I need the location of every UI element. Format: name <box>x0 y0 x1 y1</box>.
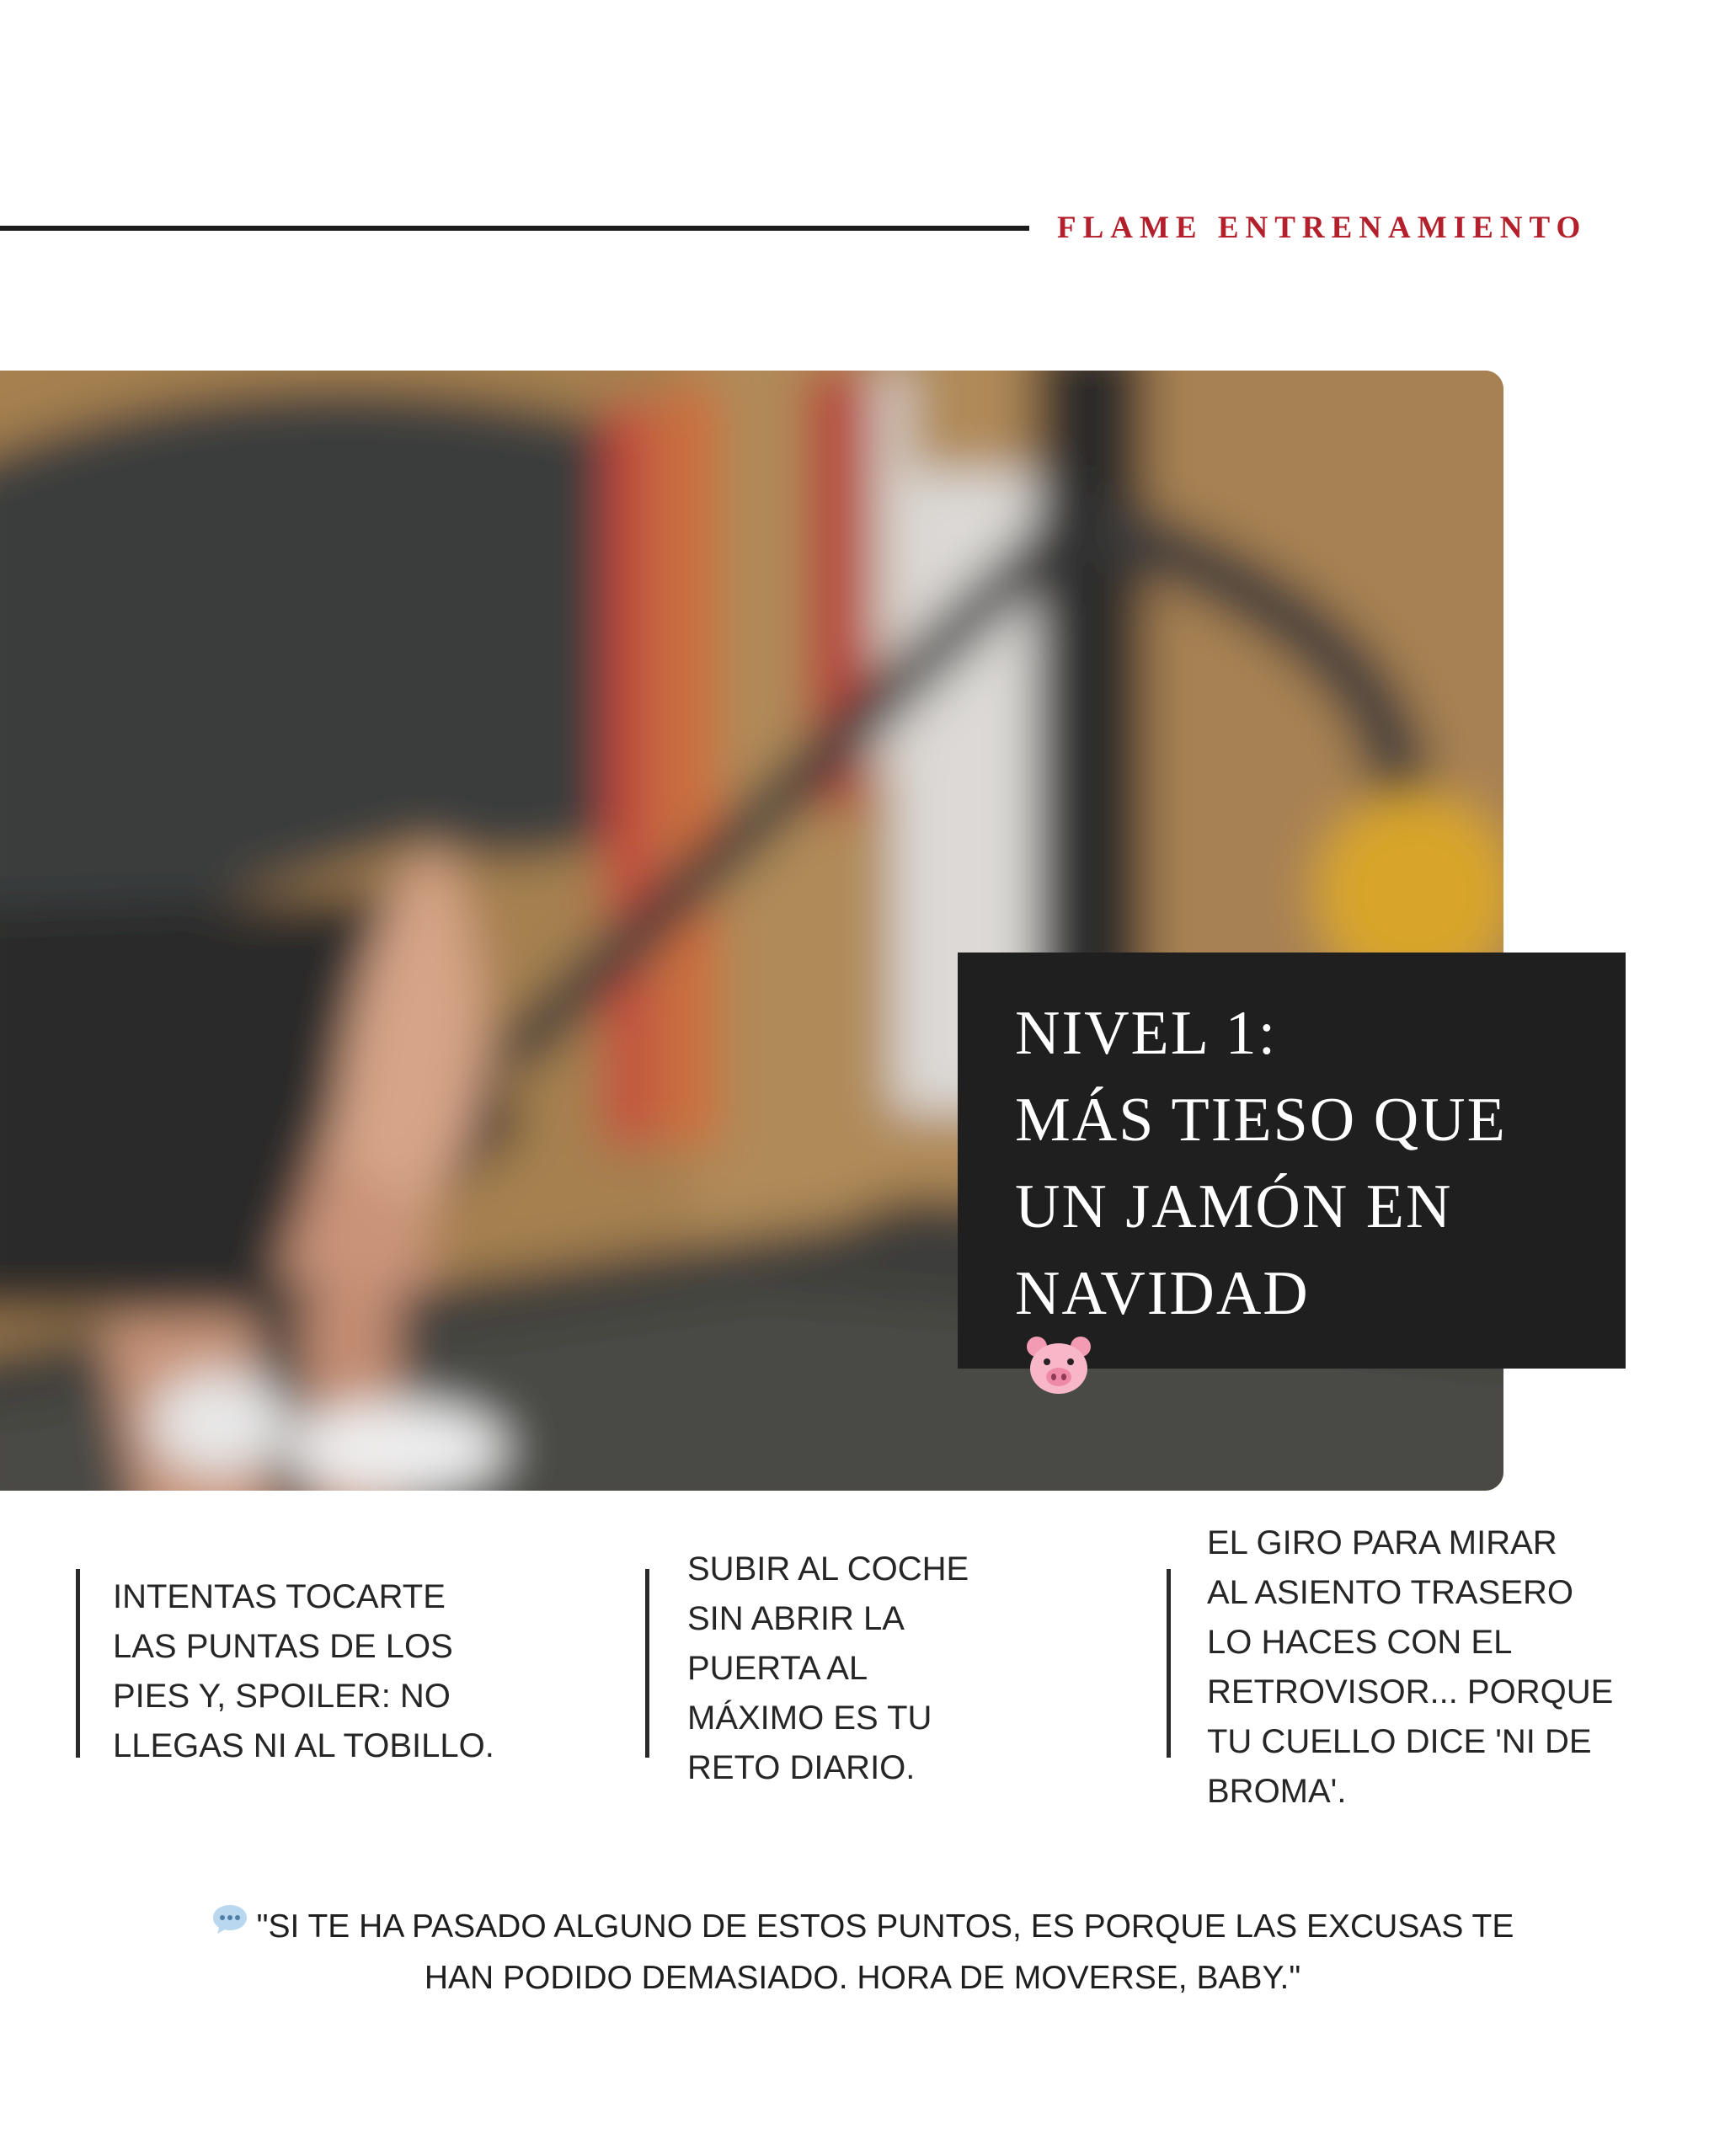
point-line: LLEGAS NI AL TOBILLO. <box>113 1727 494 1764</box>
quote-line-1 <box>0 1902 1725 1953</box>
point-column-3 <box>1167 1518 1672 1817</box>
point-column-2 <box>645 1545 1016 1793</box>
header-rule <box>0 226 1029 231</box>
level-title-line-last: NAVIDAD <box>1015 1251 1626 1424</box>
closing-quote <box>0 1902 1725 2003</box>
pig-face-icon <box>1025 1332 1626 1419</box>
point-text <box>645 1545 1016 1793</box>
point-line: AL ASIENTO TRASERO <box>1207 1574 1573 1611</box>
point-line: SIN ABRIR LA <box>687 1600 905 1637</box>
point-line: MÁXIMO ES TU <box>687 1700 932 1737</box>
point-text <box>1167 1518 1672 1817</box>
point-line: RETO DIARIO. <box>687 1749 916 1786</box>
level-title-line: UN JAMÓN EN <box>1015 1172 1453 1241</box>
point-line: PIES Y, SPOILER: NO <box>113 1678 451 1715</box>
point-line: SUBIR AL COCHE <box>687 1550 969 1588</box>
point-line: BROMA'. <box>1207 1773 1347 1810</box>
level-title <box>1015 990 1626 1424</box>
point-line: RETROVISOR... PORQUE <box>1207 1673 1614 1710</box>
point-line: LAS PUNTAS DE LOS <box>113 1628 453 1665</box>
quote-line-2: HAN PODIDO DEMASIADO. HORA DE MOVERSE, BABY." <box>424 1960 1301 1997</box>
column-divider <box>645 1569 649 1758</box>
point-line: TU CUELLO DICE 'NI DE <box>1207 1723 1592 1760</box>
level-title-box <box>958 953 1626 1369</box>
speech-bubble-icon <box>211 1900 248 1950</box>
point-column-1 <box>76 1569 547 1771</box>
column-divider <box>76 1569 80 1758</box>
brand-name: FLAME ENTRENAMIENTO <box>1057 211 1588 245</box>
quote-text: "SI TE HA PASADO ALGUNO DE ESTOS PUNTOS, ES PORQUE LAS EXCUSAS TE <box>256 1908 1514 1945</box>
level-title-line: MÁS TIESO QUE <box>1015 1086 1507 1155</box>
point-text <box>76 1572 547 1771</box>
point-line: EL GIRO PARA MIRAR <box>1207 1524 1557 1561</box>
level-title-line: NIVEL 1: <box>1015 999 1278 1068</box>
point-line: INTENTAS TOCARTE <box>113 1578 446 1615</box>
point-line: PUERTA AL <box>687 1650 868 1687</box>
point-line: LO HACES CON EL <box>1207 1624 1513 1661</box>
column-divider <box>1167 1569 1171 1758</box>
